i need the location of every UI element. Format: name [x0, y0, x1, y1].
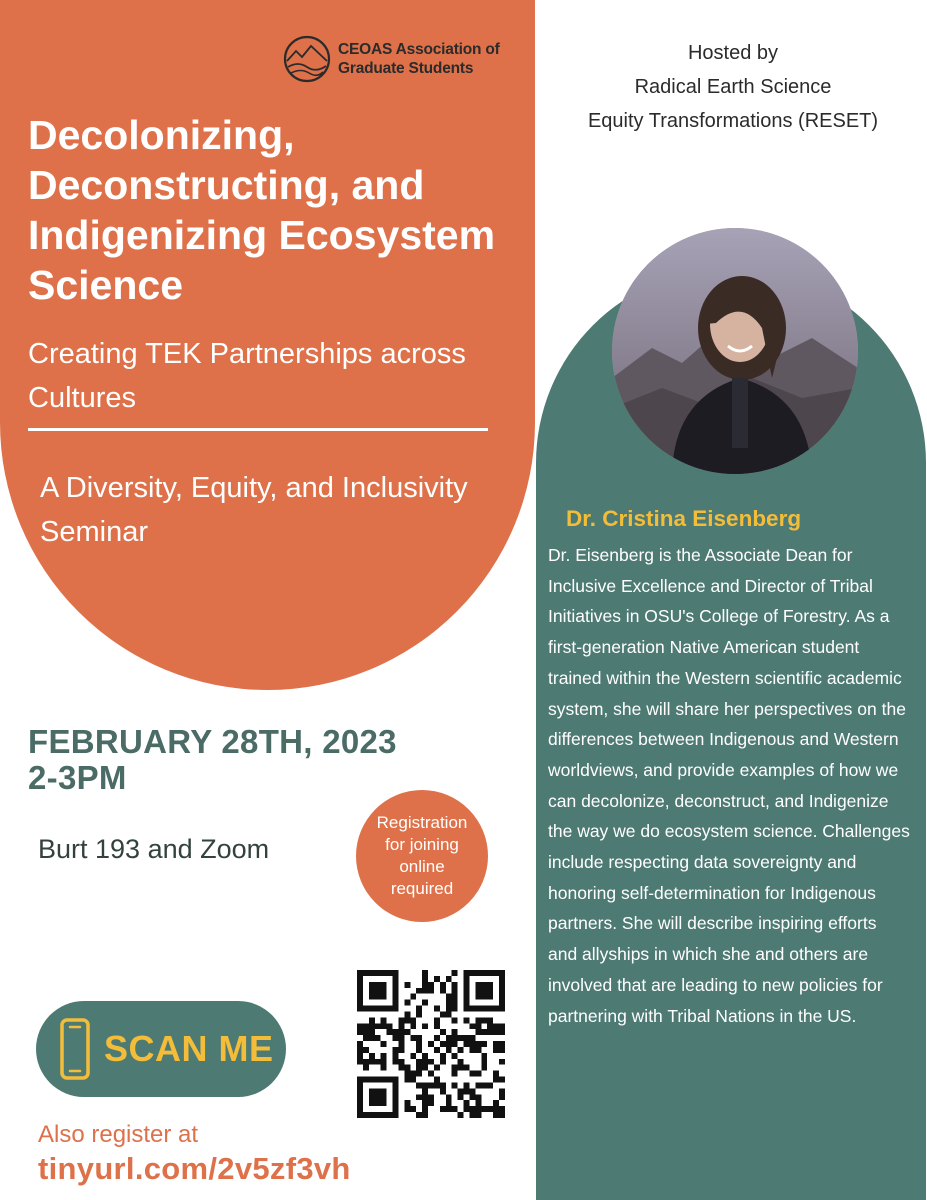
- qr-code[interactable]: [357, 970, 505, 1118]
- scan-me-label: SCAN ME: [104, 1028, 274, 1069]
- register-prefix: Also register at: [38, 1121, 199, 1148]
- event-title: Decolonizing, Deconstructing, and Indigenizing Ecosystem Science: [28, 112, 496, 308]
- organization-name: CEOAS Association of Graduate Students: [338, 41, 500, 77]
- speaker-bio: Dr. Eisenberg is the Associate Dean for Inclusive Excellence and Director of Tribal Initiatives in OSU's College of Forestry. As a first-generation Native American student trained within the Western scientific academic system, she will share her perspectives on the differences between Indigenous and Western worldviews, and provide examples of how we can decolonize, deconstruct, and Indigenize the way we do ecosystem science. Challenges include respecting data sovereignty and honoring self-determination for Indigenous partners. She will describe inspiring efforts and allyships in which she and others are involved that are leading to new policies for partnering with Tribal Nations in the US.: [548, 545, 910, 1026]
- smartphone-icon: [60, 1018, 90, 1080]
- registration-badge: [356, 790, 488, 922]
- speaker-name: Dr. Cristina Eisenberg: [566, 506, 802, 531]
- speaker-photo: [612, 228, 858, 474]
- host-name-line2: Equity Transformations (RESET): [587, 110, 879, 132]
- event-time: 2-3PM: [28, 759, 127, 796]
- title-divider: [28, 428, 488, 431]
- hosted-by-label: Hosted by: [687, 42, 779, 64]
- seminar-series: A Diversity, Equity, and Inclusivity Seminar: [40, 472, 468, 548]
- registration-note: Registration for joining online required: [376, 813, 468, 898]
- event-datetime: [28, 724, 397, 796]
- host-name-line1: Radical Earth Science: [634, 76, 832, 98]
- scan-me-badge: [36, 1001, 286, 1097]
- registration-link[interactable]: tinyurl.com/2v5zf3vh: [38, 1151, 351, 1186]
- event-subtitle: Creating TEK Partnerships across Cultures: [28, 338, 466, 414]
- event-date: FEBRUARY 28TH, 2023: [28, 723, 397, 760]
- organization-logo: [282, 34, 508, 84]
- host-info: [556, 36, 910, 138]
- mountain-river-circle-icon: [282, 34, 332, 84]
- event-location: Burt 193 and Zoom: [38, 834, 270, 864]
